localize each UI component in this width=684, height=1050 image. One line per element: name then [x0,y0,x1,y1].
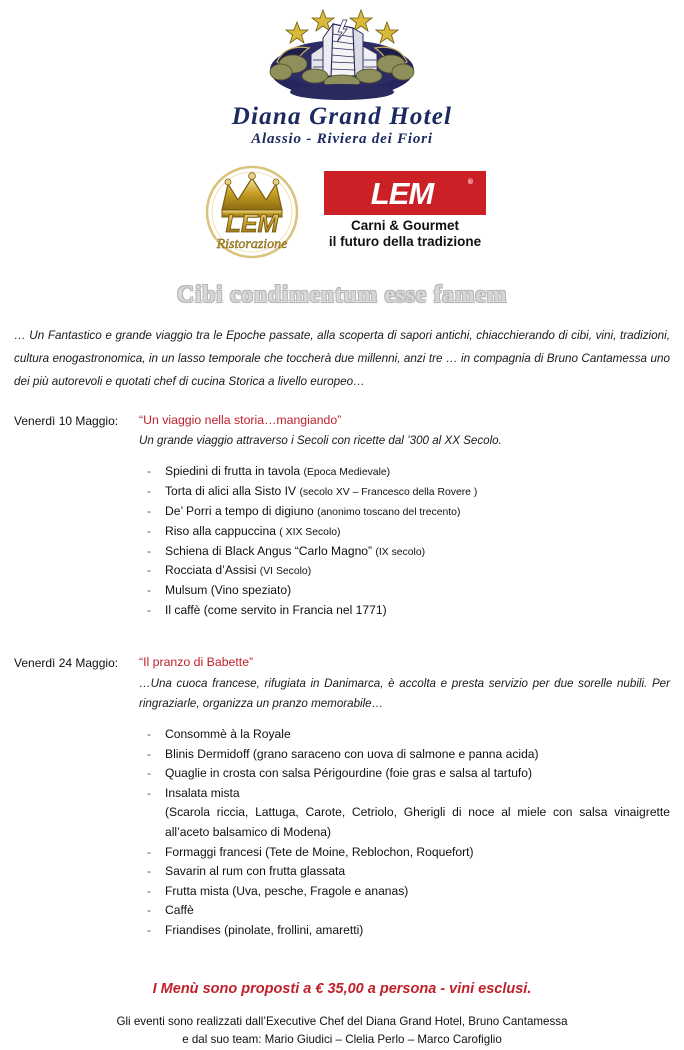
menu-item-text [165,482,670,502]
menu-item-subdescription-text: (Scarola riccia, Lattuga, Carote, Cetriolo, Gherigli di noce al miele con salsa vinaigrette all’aceto balsamico di Modena) [165,805,670,840]
menu-list-1 [147,462,670,620]
menu-item-dash: - [147,523,152,538]
menu-list-2 [147,725,670,940]
menu-item [147,522,670,542]
menu-item-dash: - [147,922,152,937]
menu-item-name: Mulsum [165,583,211,598]
event-block-2 [0,654,684,956]
event-title-2: “Il pranzo di Babette” [139,655,254,670]
menu-item [147,502,670,522]
menu-item-name: Il caffè [165,602,204,617]
menu-item-dash: - [147,746,152,761]
credits-line-1: Gli eventi sono realizzati dall’Executive Chef del Diana Grand Hotel, Bruno Cantamessa [116,1014,568,1028]
menu-item-text [165,843,670,863]
menu-item-note: ( XIX Secolo) [279,526,341,538]
menu-item [147,764,670,784]
menu-item-name: Frutta mista [165,883,233,898]
menu-item-name: Rocciata d’Assisi [165,563,260,578]
menu-item-text [165,862,670,882]
intro-paragraph: … Un Fantastico e grande viaggio tra le Epoche passate, alla scoperta di sapori antichi, chiacchierando di cibi, vini, tradizioni, cultura enogastronomica, in un lasso temporale che toccherà due millenni, anzi tre … in compagnia di Bruno Cantamessa uno dei più autorevoli e quotati chef di cucina Storica a livello europeo… [14,329,670,388]
menu-item-subdescription [147,803,670,842]
menu-item [147,784,670,804]
menu-item-name: Formaggi francesi [165,844,266,859]
menu-item-dash: - [147,563,152,578]
menu-item-name: Caffè [165,903,194,918]
menu-item-name: Quaglie in crosta con salsa Périgourdine [165,766,386,781]
menu-item [147,581,670,601]
menu-item-note: (foie gras e salsa al tartufo) [385,766,533,781]
menu-item-text [165,542,670,562]
menu-item-note: (Epoca Medievale) [303,467,391,479]
lem-tagline-1: Carni & Gourmet [350,218,459,234]
menu-item-text [165,882,670,902]
menu-item-note: (come servito in Francia nel 1771) [203,602,387,617]
hotel-crest-icon [237,4,447,102]
menu-item-dash: - [147,602,152,617]
event-body-1 [139,412,670,637]
menu-item-note: (Uva, pesche, Fragole e ananas) [232,883,409,898]
menu-item [147,882,670,902]
lem-red-box-logo [324,171,486,249]
menu-item-text [165,581,670,601]
menu-item-note: (IX secolo) [375,546,426,558]
lem-red-box [324,171,486,215]
svg-text:Ristorazione: Ristorazione [216,237,288,253]
hotel-header [0,0,684,260]
menu-item-dash: - [147,883,152,898]
menu-item-name: Spiedini di frutta in tavola [165,464,304,479]
menu-item-dash: - [147,543,152,558]
menu-item-text [165,764,670,784]
menu-item-name: Riso alla cappuccina [165,523,280,538]
menu-item-text [165,502,670,522]
menu-item-text [165,561,670,581]
menu-item [147,745,670,765]
hotel-name: Diana Grand Hotel [231,103,453,130]
menu-item [147,843,670,863]
menu-item [147,601,670,621]
menu-item-name: Friandises [165,922,225,937]
menu-item-name: De’ Porri a tempo di digiuno [165,503,318,518]
lem-registered-mark: ® [467,179,473,187]
menu-item-dash: - [147,484,152,499]
menu-item-text [165,522,670,542]
menu-item-name: Savarin al rum con frutta glassata [165,864,346,879]
event-body-2 [139,654,670,956]
event-date-2: Venerdì 24 Maggio: [14,656,119,671]
menu-item-note: (anonimo toscano del trecento) [317,506,461,518]
hotel-location: Alassio - Riviera dei Fiori [251,131,433,148]
menu-item-name: Insalata mista [165,785,240,800]
page-title: Cibi condimentum esse famem [176,282,508,309]
menu-item [147,901,670,921]
menu-item-note: (secolo XV – Francesco della Rovere ) [299,487,478,499]
credits-block [0,1013,684,1050]
menu-item-text [165,725,670,745]
menu-item-text [165,784,670,804]
lem-tagline-2: il futuro della tradizione [328,233,482,249]
price-line: I Menù sono proposti a € 35,00 a persona - vini esclusi. [152,980,532,997]
menu-item-text [165,901,670,921]
menu-item-note: (grano saraceno con uova di salmone e panna acida) [252,746,539,761]
menu-item [147,725,670,745]
menu-item-dash: - [147,503,152,518]
lem-brand-text: LEM [370,175,434,211]
event-subtitle-1: Un grande viaggio attraverso i Secoli con ricette dal ’300 al XX Secolo. [139,433,502,447]
menu-item [147,482,670,502]
menu-item-dash: - [147,727,152,742]
menu-item-text [165,745,670,765]
menu-item-dash: - [147,903,152,918]
menu-item-note: (Vino speziato) [210,583,292,598]
menu-item-text [165,601,670,621]
menu-item-name: Schiena di Black Angus “Carlo Magno” [165,543,376,558]
menu-item-dash: - [147,785,152,800]
menu-item-text [165,462,670,482]
menu-item-dash: - [147,844,152,859]
sponsor-logos [0,160,684,260]
menu-item-note: (VI Secolo) [259,566,312,578]
menu-item-dash: - [147,583,152,598]
menu-item [147,542,670,562]
menu-item-dash: - [147,464,152,479]
menu-item-name: Consommè à la Royale [165,727,291,742]
event-title-1: “Un viaggio nella storia…mangiando” [139,412,342,427]
menu-item-text [165,921,670,941]
event-subtitle-2: …Una cuoca francese, rifugiata in Danimarca, è accolta e presta servizio per due sorelle nubili. Per ringraziarle, organizza un pranzo memorabile… [139,676,670,710]
menu-item-note: (Tete de Moine, Reblochon, Roquefort) [265,844,474,859]
menu-item-name: Torta di alici alla Sisto IV [165,484,300,499]
event-block-1 [0,412,684,637]
menu-item-note: (pinolate, frollini, amaretti) [224,922,364,937]
menu-item-dash: - [147,766,152,781]
menu-item [147,921,670,941]
menu-item [147,462,670,482]
credits-line-2: e dal suo team: Mario Giudici – Clelia Perlo – Marco Carofiglio [182,1033,502,1047]
menu-item [147,561,670,581]
lem-crown-gold-logo [198,160,306,260]
event-date-1: Venerdì 10 Maggio: [14,413,119,428]
menu-item [147,862,670,882]
menu-item-name: Blinis Dermidoff [165,746,253,761]
svg-text:LEM: LEM [225,210,279,239]
menu-item-dash: - [147,864,152,879]
